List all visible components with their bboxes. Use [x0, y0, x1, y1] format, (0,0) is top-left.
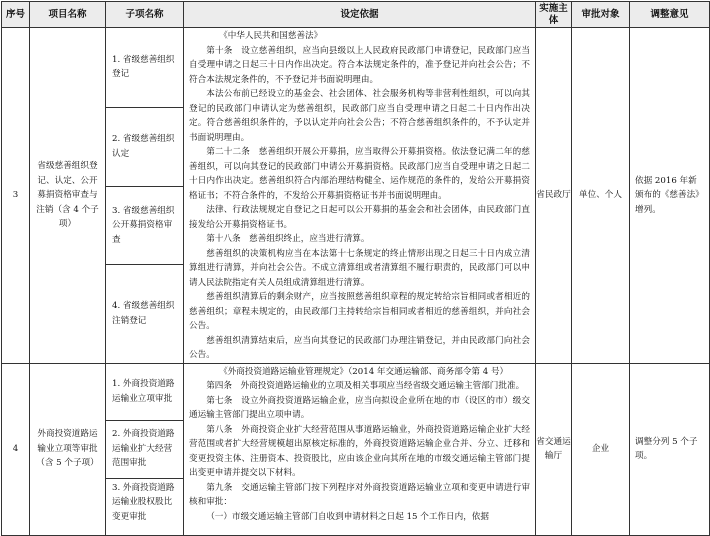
- approval-items-table: [1, 1, 710, 536]
- basis-line: 第八条 外商投资企业扩大经营范围从事道路运输业，外商投资道路运输企业扩大经营范围或者扩大经营规模超出原核定标准的，外商投资道路运输企业合并、分立、迁移和变更投资主体、注册资本、投资股比，应由该企业向其所在地的市级交通运输主管部门提出变更申请并提交以下材料。: [189, 424, 530, 478]
- row-opinion: 调整分列 5 个子项。: [630, 363, 710, 535]
- header-seq: 序号: [2, 2, 30, 28]
- header-basis: 设定依据: [184, 2, 536, 28]
- row-item-name: 外商投资道路运输业立项等审批（含 5 个子项）: [30, 363, 106, 535]
- table-row: [2, 363, 710, 420]
- header-target: 审批对象: [572, 2, 630, 28]
- row-opinion: 依据 2016 年新颁布的《慈善法》增列。: [630, 28, 710, 364]
- header-opinion: 调整意见: [630, 2, 710, 28]
- basis-line: 第七条 设立外商投资道路运输企业，应当向拟设企业所在地的市（设区的市）级交通运输主管部门提出立项申请。: [189, 395, 530, 420]
- row-item-name: 省级慈善组织登记、认定、公开募捐资格审查与注销（含 4 个子项）: [30, 28, 106, 364]
- sub-item-cell: 4. 省级慈善组织注销登记: [106, 265, 184, 363]
- row-subject: 省交通运输厅: [536, 363, 572, 535]
- basis-line: 法律、行政法规规定自登记之日起可以公开募捐的基金会和社会团体，由民政部门直接发给公开募捐资格证书。: [189, 205, 530, 230]
- basis-line: 《外商投资道路运输业管理规定》（2014 年交通运输部、商务部令第 4 号）: [219, 366, 509, 377]
- basis-line: 慈善组织清算结束后，应当向其登记的民政部门办理注销登记，并由民政部门向社会公告。: [189, 335, 530, 360]
- basis-line: 第四条 外商投资道路运输业的立项及相关事项应当经省级交通运输主管部门批准。: [206, 381, 525, 391]
- table-row: [2, 28, 710, 108]
- sub-item-cell: 3. 省级慈善组织公开募捐资格审查: [106, 186, 184, 265]
- row-target: 企业: [572, 363, 630, 535]
- row-seq: 3: [2, 28, 30, 364]
- basis-line: （一）市级交通运输主管部门自收到申请材料之日起 15 个工作日内，依据: [206, 511, 489, 522]
- header-subject: 实施主体: [536, 2, 572, 28]
- basis-line: 本法公布前已经设立的基金会、社会团体、社会服务机构等非营利性组织，可以向其登记的民政部门申请认定为慈善组织，民政部门应当自受理申请之日起二十日内作出决定。符合慈善组织条件的，予以认定并向社会公告；不符合慈善组织条件的，不予认定并书面说明理由。: [189, 89, 530, 143]
- row-subject: 省民政厅: [536, 28, 572, 364]
- sub-item-cell: 1. 外商投资道路运输业立项审批: [106, 363, 184, 420]
- basis-line: 慈善组织的决策机构应当在本法第十七条规定的终止情形出现之日起三十日内成立清算组进行清算，并向社会公告。不成立清算组或者清算组不履行职责的，民政部门可以申请人民法院指定有关人员组成清算组进行清算。: [189, 248, 530, 288]
- basis-line: 慈善组织清算后的剩余财产，应当按照慈善组织章程的规定转给宗旨相同或者相近的慈善组织；章程未规定的，由民政部门主持转给宗旨相同或者相近的慈善组织，并向社会公告。: [189, 292, 530, 331]
- header-row: [2, 2, 710, 28]
- header-item: 项目名称: [30, 2, 106, 28]
- sub-item-cell: 3. 外商投资道路运输业股权股比变更审批: [106, 478, 184, 535]
- basis-line: 第二十二条 慈善组织开展公开募捐，应当取得公开募捐资格。依法登记满二年的慈善组织，可以向其登记的民政部门申请公开募捐资格。民政部门应当自受理申请之日起二十日内作出决定。慈善组织符合内部治理结构健全、运作规范的条件的，发给公开募捐资格证书；不符合条件的，不发给公开募捐资格证书并书面说明理由。: [189, 147, 530, 201]
- sub-item-cell: 2. 省级慈善组织认定: [106, 107, 184, 186]
- sub-item-cell: 2. 外商投资道路运输业扩大经营范围审批: [106, 420, 184, 478]
- row-seq: 4: [2, 363, 30, 535]
- basis-line: 第十条 设立慈善组织，应当向县级以上人民政府民政部门申请登记，民政部门应当自受理申请之日起三十日内作出决定。符合本法规定条件的，准予登记并向社会公告；不符合本法规定条件的，不予登记并书面说明理由。: [189, 45, 530, 85]
- basis-line: 《中华人民共和国慈善法》: [219, 31, 323, 41]
- row-target: 单位、个人: [572, 28, 630, 364]
- sub-item-cell: 1. 省级慈善组织登记: [106, 28, 184, 108]
- basis-line: 第十八条 慈善组织终止，应当进行清算。: [206, 234, 370, 244]
- basis-cell: [184, 363, 536, 535]
- basis-cell: [184, 28, 536, 364]
- header-sub: 子项名称: [106, 2, 184, 28]
- basis-line: 第九条 交通运输主管部门按下列程序对外商投资道路运输业立项和变更申请进行审核和审批：: [189, 482, 530, 507]
